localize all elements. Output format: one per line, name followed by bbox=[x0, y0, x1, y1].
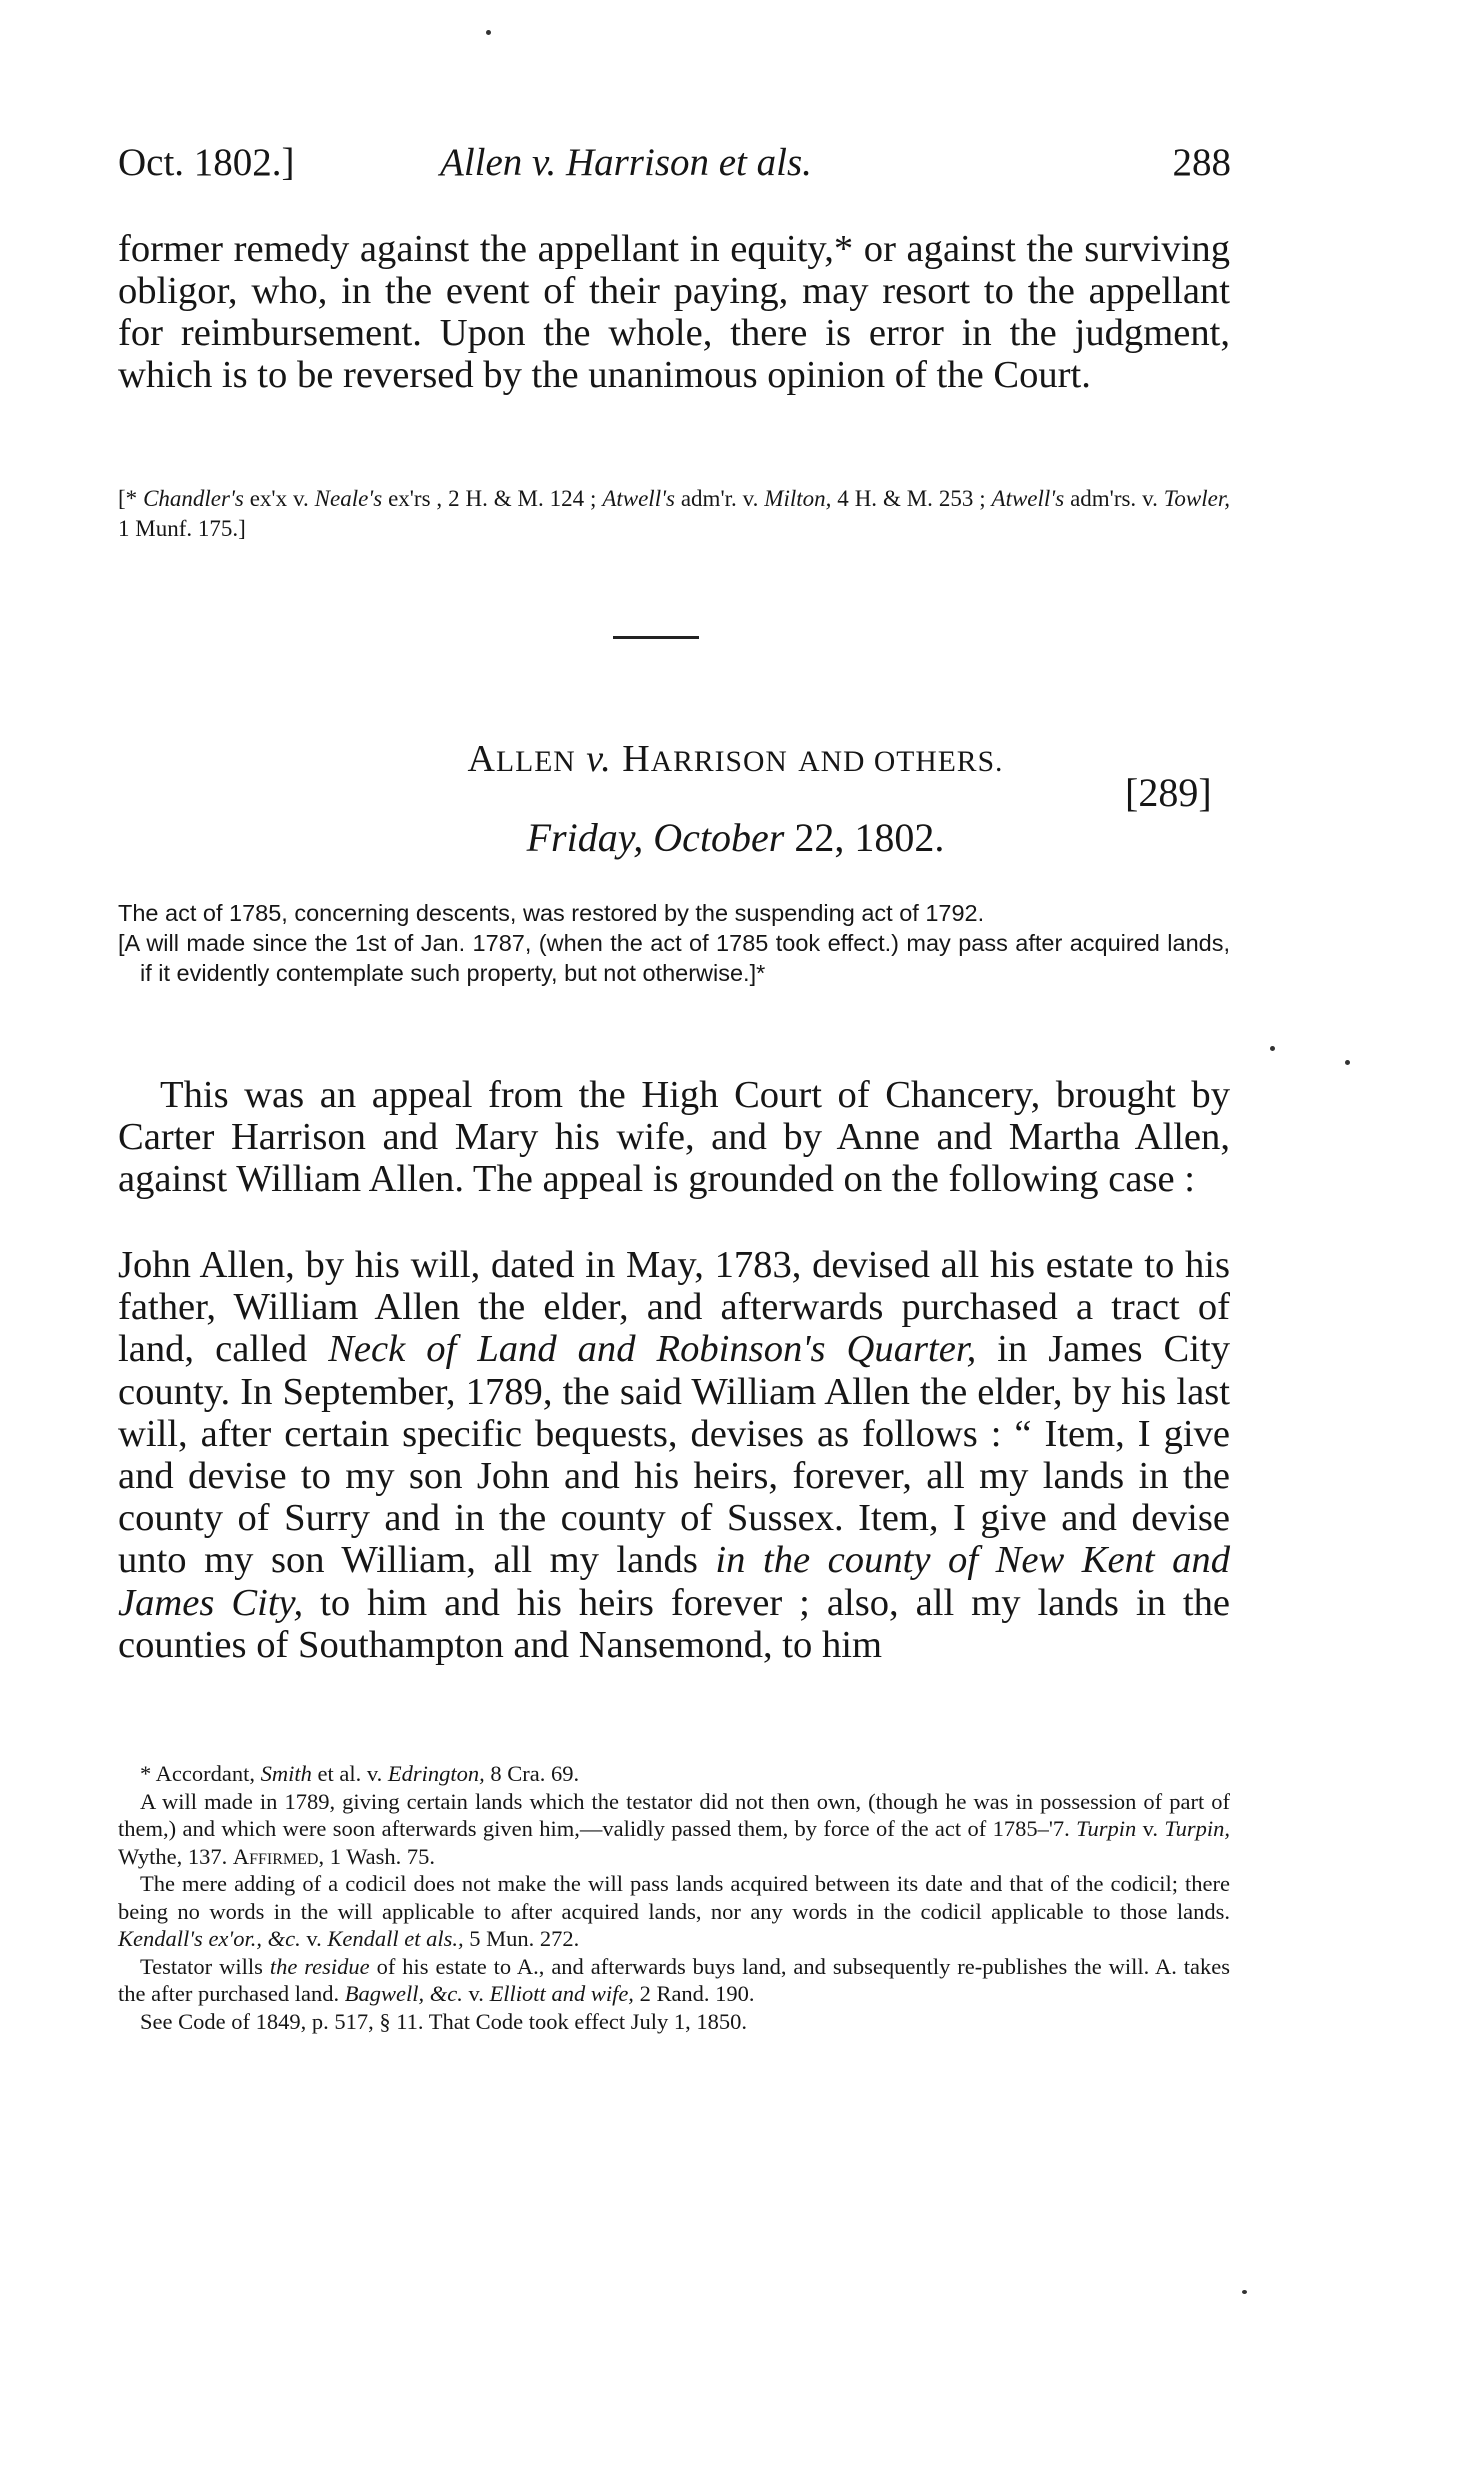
paragraph-text: to him and his heirs forever ; also, all my lands in the counties of Southampton and Nansemond, to him bbox=[118, 1581, 1230, 1666]
footnotes bbox=[118, 1760, 1230, 2035]
footnote-text: v. bbox=[462, 1981, 490, 2006]
case-date bbox=[0, 812, 1471, 864]
footnote bbox=[118, 1760, 1230, 1788]
page-number: 288 bbox=[1172, 141, 1231, 184]
citations-note bbox=[118, 484, 1230, 544]
case-title-part: A bbox=[467, 738, 496, 780]
footnote-text: 5 Mun. 272. bbox=[463, 1926, 580, 1951]
case-title-part: AND OTHERS. bbox=[798, 746, 1004, 778]
case-name: Neale's bbox=[314, 486, 383, 511]
case-name: Towler, bbox=[1163, 486, 1231, 511]
footnote bbox=[118, 1953, 1230, 2008]
case-title-part: v. bbox=[586, 738, 612, 780]
footnote-italic: Kendall et als., bbox=[327, 1926, 464, 1951]
footnote-text: 8 Cra. 69. bbox=[484, 1761, 580, 1786]
paragraph-italic: in the county of New Kent and James City, bbox=[118, 1539, 1230, 1624]
footnote-italic: Smith bbox=[260, 1761, 312, 1786]
note-text: ex'x v. bbox=[243, 486, 315, 511]
case-name: Milton, bbox=[764, 486, 832, 511]
facts-paragraph bbox=[118, 1244, 1230, 1666]
running-header-title: Allen v. Harrison et als. bbox=[440, 141, 812, 184]
footnote-italic: Edrington, bbox=[387, 1761, 485, 1786]
running-header-date: Oct. 1802.] bbox=[118, 141, 295, 184]
case-title-part: ARRISON bbox=[650, 746, 788, 778]
footnote: See Code of 1849, p. 517, § 11. That Code took effect July 1, 1850. bbox=[140, 2008, 748, 2034]
footnote-smallcaps: Affirmed, bbox=[232, 1843, 325, 1869]
scan-speck bbox=[1242, 2290, 1247, 2294]
date-part: Friday, bbox=[526, 815, 644, 860]
appeal-paragraph: This was an appeal from the High Court of Chancery, brought by Carter Harrison and Mary his wife, and by Anne and Martha Allen, against William Allen. The appeal is grounded on the following case : bbox=[118, 1074, 1230, 1201]
footnote-text: et al. v. bbox=[311, 1761, 388, 1786]
paragraph-text: John Allen, by his will, dated in May, 1783, devised all his estate to his father, William Allen the elder, and afterwards purchased a tract of land, called bbox=[118, 1244, 1230, 1371]
date-part: October bbox=[653, 815, 785, 860]
scan-speck bbox=[486, 30, 491, 35]
scan-speck bbox=[1345, 1060, 1350, 1065]
note-text: adm'rs. v. bbox=[1064, 486, 1164, 511]
carryover-paragraph: former remedy against the appellant in equity,* or against the surviving obligor, who, in the event of their paying, may resort to the appellant for reimbursement. Upon the whole, there is error in the judgment, which is to be reversed by the unanimous opinion of the Court. bbox=[118, 228, 1230, 396]
note-text: 1 Munf. 175.] bbox=[118, 516, 246, 541]
footnote-text: * Accordant, bbox=[140, 1761, 261, 1786]
case-name: Atwell's bbox=[991, 486, 1065, 511]
footnote-italic: Turpin, bbox=[1164, 1816, 1230, 1841]
case-title-part: H bbox=[622, 738, 651, 780]
footnote-italic: Elliott and wife, bbox=[489, 1981, 634, 2006]
case-title bbox=[0, 734, 1471, 787]
footnote-text: v. bbox=[300, 1926, 328, 1951]
original-page-marker: [289] bbox=[1125, 770, 1212, 815]
footnote-text: 2 Rand. 190. bbox=[633, 1981, 755, 2006]
headnote bbox=[118, 898, 1230, 988]
case-name: Chandler's bbox=[143, 486, 244, 511]
footnote-text: v. bbox=[1136, 1816, 1165, 1841]
note-text: ex'rs , 2 H. & M. 124 ; bbox=[382, 486, 603, 511]
note-open: [* bbox=[118, 486, 144, 511]
footnote-text: of his estate to A., and afterwards buys land, and subsequently re-publishes the will. A. takes the after purchased land. bbox=[118, 1953, 1231, 2006]
section-divider bbox=[613, 636, 699, 639]
footnote-italic: Bagwell, &c. bbox=[344, 1981, 463, 2006]
note-text: adm'r. v. bbox=[674, 486, 765, 511]
paragraph-italic: Neck of Land and Robinson's Quarter, bbox=[328, 1328, 977, 1371]
case-name: Atwell's bbox=[602, 486, 675, 511]
case-title-part: LLEN bbox=[496, 746, 576, 778]
footnote-text: A will made in 1789, giving certain lands which the testator did not then own, (though he was in possession of part of them,) and which were soon afterwards given him,—validly passed them, by force of the act of 1785–'7. bbox=[118, 1788, 1230, 1841]
scan-speck bbox=[1270, 1046, 1275, 1051]
note-text: 4 H. & M. 253 ; bbox=[831, 486, 992, 511]
footnote-italic: Kendall's ex'or., &c. bbox=[118, 1926, 301, 1951]
headnote-line: The act of 1785, concerning descents, was restored by the suspending act of 1792. bbox=[118, 900, 985, 926]
headnote-line: [A will made since the 1st of Jan. 1787, (when the act of 1785 took effect.) may pass after acquired lands, if it evidently contemplate such property, but not otherwise.]* bbox=[118, 930, 1230, 986]
footnote-text: The mere adding of a codicil does not make the will pass lands acquired between its date and that of the codicil; there being no words in the will applicable to after acquired lands, nor any words in the codicil applicable to those lands. bbox=[118, 1871, 1230, 1924]
date-part: 22, 1802. bbox=[794, 815, 945, 860]
footnote bbox=[118, 1870, 1230, 1953]
footnote-text: Testator wills bbox=[140, 1953, 270, 1979]
footnote bbox=[118, 1788, 1230, 1871]
footnote-text: 1 Wash. 75. bbox=[324, 1843, 436, 1869]
footnote-italic: Turpin bbox=[1076, 1816, 1137, 1841]
footnote-italic: the residue bbox=[269, 1953, 370, 1979]
footnote-text: Wythe, 137. bbox=[118, 1843, 233, 1869]
paragraph-text: in James City county. In September, 1789, the said William Allen the elder, by his last will, after certain specific bequests, devises as follows : “ Item, I give and devise to my son John and his heirs, forever, all my lands in the county of Surry and in the county of Sussex. Item, I give and devise unto my son William, all my lands bbox=[118, 1328, 1230, 1582]
